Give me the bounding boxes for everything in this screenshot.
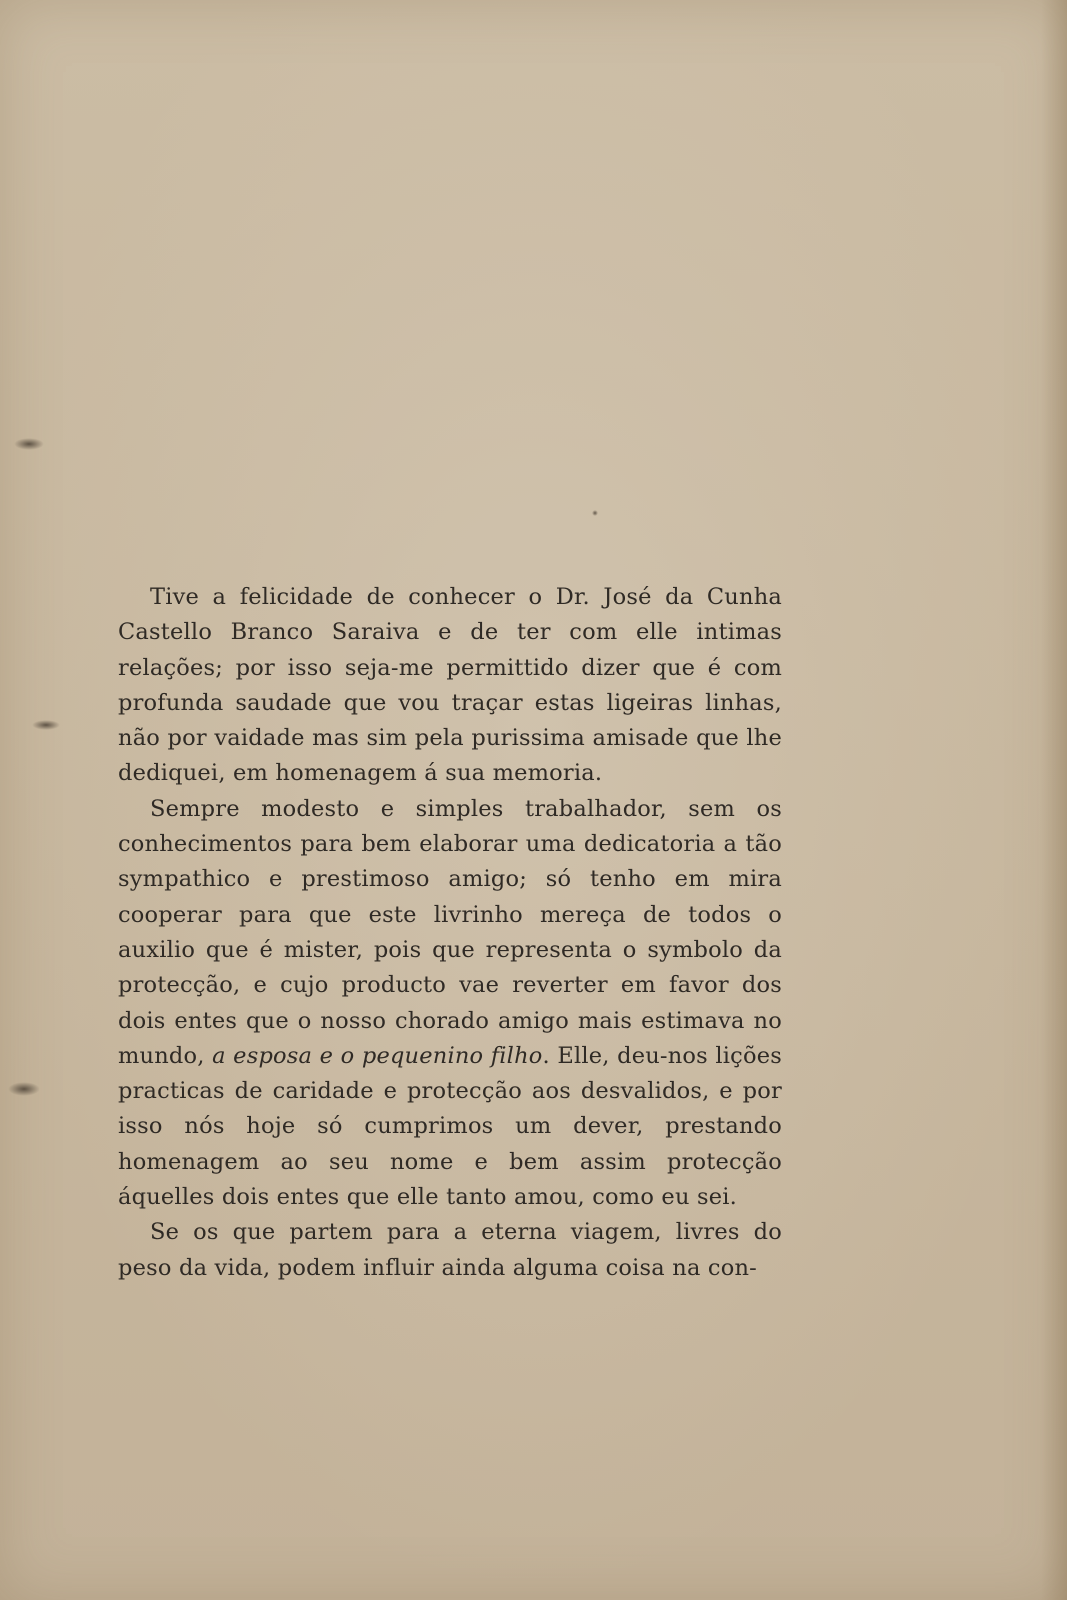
paper-blemish	[592, 510, 598, 516]
paper-blemish	[14, 438, 44, 450]
paper-blemish	[32, 720, 60, 730]
paragraph-1: Tive a felicidade de conhecer o Dr. José da Cunha Castello Branco Saraiva e de ter com elle intimas relações; por isso seja-me permittido dizer que é com profunda saudade que vou traçar estas ligeiras linhas, não por vaidade mas sim pela purissima amisade que lhe dediquei, em homenagem á sua memoria.	[118, 584, 782, 787]
italic-phrase: a esposa e o pequenino filho	[212, 1042, 543, 1069]
dedication-text	[118, 580, 782, 1286]
paragraph-3: Se os que partem para a eterna viagem, livres do peso da vida, podem influir ainda alguma coisa na con-	[118, 1219, 782, 1281]
paragraph-2	[118, 792, 782, 1216]
paper-blemish	[8, 1082, 40, 1096]
paragraph-2-end: . Elle, deu-nos lições practicas de caridade e protecção aos desvalidos, e por isso nós hoje só cumprimos um dever, prestando homenagem ao seu nome e bem assim protecção áquelles dois entes que elle tanto amou, como eu sei.	[118, 1042, 782, 1211]
paragraph-2-start: Sempre modesto e simples trabalhador, sem os conhecimentos para bem elaborar uma dedicatoria a tão sympathico e prestimoso amigo; só tenho em mira cooperar para que este livrinho mereça de todos o auxilio que é mister, pois que representa o symbolo da protecção, e cujo producto vae reverter em favor dos dois entes que o nosso chorado amigo mais estimava no mundo,	[118, 795, 782, 1069]
